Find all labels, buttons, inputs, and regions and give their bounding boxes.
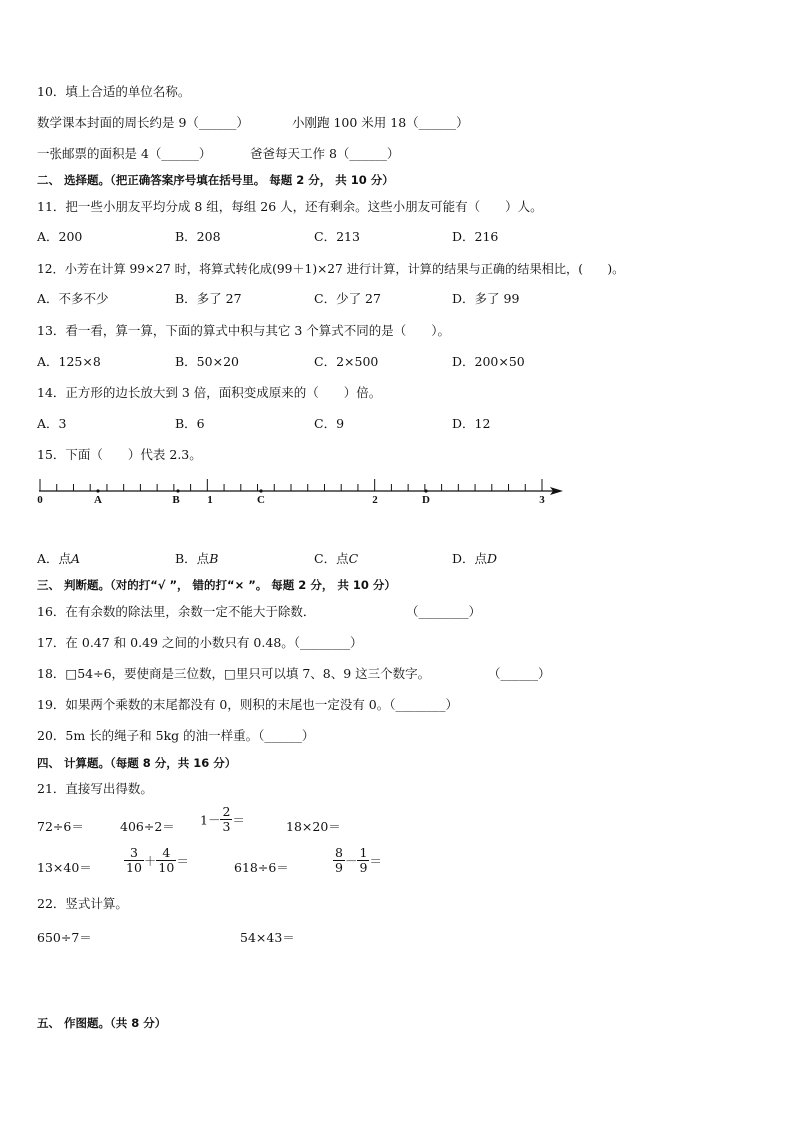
- calc-13-times-40: 13×40＝: [37, 860, 92, 875]
- q11-option-c: C．213: [314, 229, 360, 244]
- q21-stem: 21．直接写出得数。: [37, 781, 153, 796]
- q11-option-b: B．208: [175, 229, 221, 244]
- q15-option-c: C．点C: [314, 551, 359, 566]
- q15-option-a: A．点A: [37, 551, 81, 566]
- nl-label-0: 0: [37, 494, 43, 506]
- calc-3-10-plus-4-10: $\frac{3}{10}$ ＋ $\frac{4}{10}$ ＝: [126, 845, 189, 875]
- section-2-heading: 二、 选择题。（把正确答案序号填在括号里。 每题 2 分， 共 10 分）: [37, 173, 394, 187]
- section-3-heading: 三、 判断题。（对的打“√ ”， 错的打“× ”。 每题 2 分， 共 10 分）: [37, 578, 396, 592]
- nl-label-a: A: [94, 494, 102, 506]
- nl-label-1: 1: [207, 494, 213, 506]
- q19-stem: 19．如果两个乘数的末尾都没有 0，则积的末尾也一定没有 0。（________）: [37, 697, 459, 712]
- q12-option-a: A．不多不少: [37, 291, 109, 306]
- q11-stem: 11．把一些小朋友平均分成 8 组，每组 26 人，还有剩余。这些小朋友可能有（ ）人。: [37, 199, 543, 214]
- calc-618-div-6: 618÷6＝: [234, 860, 289, 875]
- q11-option-a: A．200: [37, 229, 83, 244]
- point-a-marker: [96, 489, 99, 492]
- q12-stem: 12．小芳在计算 99×27 时，将算式转化成(99＋1)×27 进行计算，计算的结果与正确的结果相比，( )。: [37, 262, 625, 276]
- q14-option-b: B．6: [175, 416, 205, 431]
- q14-stem: 14．正方形的边长放大到 3 倍，面积变成原来的（ ）倍。: [37, 385, 382, 400]
- section-4-heading: 四、 计算题。（每题 8 分，共 16 分）: [37, 756, 237, 770]
- q15-option-b: B．点B: [175, 551, 219, 566]
- q10-line1-right: 小刚跑 100 米用 18（______）: [292, 115, 469, 130]
- q12-option-d: D．多了 99: [452, 291, 520, 306]
- q14-option-d: D．12: [452, 416, 491, 431]
- nl-label-d: D: [422, 494, 430, 506]
- q10-title: 10．填上合适的单位名称。: [37, 84, 191, 99]
- q14-option-c: C．9: [314, 416, 345, 431]
- point-d-marker: [424, 489, 427, 492]
- q17-stem: 17．在 0.47 和 0.49 之间的小数只有 0.48。（________）: [37, 635, 363, 650]
- point-c-marker: [259, 489, 262, 492]
- q12-option-b: B．多了 27: [175, 291, 242, 306]
- q13-option-d: D．200×50: [452, 354, 525, 369]
- q22-stem: 22．竖式计算。: [37, 896, 128, 911]
- number-line: [30, 472, 570, 512]
- nl-label-b: B: [172, 494, 180, 506]
- q13-option-b: B．50×20: [175, 354, 239, 369]
- nl-label-3: 3: [539, 494, 545, 506]
- calc-1-minus-two-thirds: 1－ $\frac{2}{3}$ ＝: [200, 804, 245, 834]
- nl-label-c: C: [257, 494, 265, 506]
- q18-stem: 18．□54÷6，要使商是三位数，□里只可以填 7、8、9 这三个数字。: [37, 666, 431, 681]
- q11-option-d: D．216: [452, 229, 499, 244]
- calc-54-times-43: 54×43＝: [240, 930, 295, 945]
- q15-stem: 15．下面（ ）代表 2.3。: [37, 447, 202, 462]
- section-5-heading: 五、 作图题。（共 8 分）: [37, 1016, 167, 1030]
- calc-650-div-7: 650÷7＝: [37, 930, 92, 945]
- q12-option-c: C．少了 27: [314, 291, 381, 306]
- q14-option-a: A．3: [37, 416, 67, 431]
- q20-stem: 20．5m 长的绳子和 5kg 的油一样重。（______）: [37, 728, 315, 743]
- calc-18-times-20: 18×20＝: [286, 819, 341, 834]
- calc-406-div-2: 406÷2＝: [120, 819, 175, 834]
- nl-label-2: 2: [372, 494, 378, 506]
- calc-8-9-minus-1-9: $\frac{8}{9}$ － $\frac{1}{9}$ ＝: [335, 845, 382, 875]
- q16-stem: 16．在有余数的除法里，余数一定不能大于除数．: [37, 604, 316, 619]
- q16-blank: （________）: [406, 604, 482, 619]
- calc-72-div-6: 72÷6＝: [37, 819, 84, 834]
- q10-line1-left: 数学课本封面的周长约是 9（______）: [37, 115, 249, 130]
- q15-option-d: D．点D: [452, 551, 498, 566]
- q13-option-c: C．2×500: [314, 354, 379, 369]
- q10-line2-right: 爸爸每天工作 8（______）: [250, 146, 400, 161]
- q13-stem: 13．看一看，算一算，下面的算式中积与其它 3 个算式不同的是（ ）。: [37, 323, 451, 338]
- q18-blank: （______）: [488, 666, 551, 681]
- q10-line2-left: 一张邮票的面积是 4（______）: [37, 146, 212, 161]
- point-b-marker: [176, 489, 179, 492]
- q13-option-a: A．125×8: [37, 354, 101, 369]
